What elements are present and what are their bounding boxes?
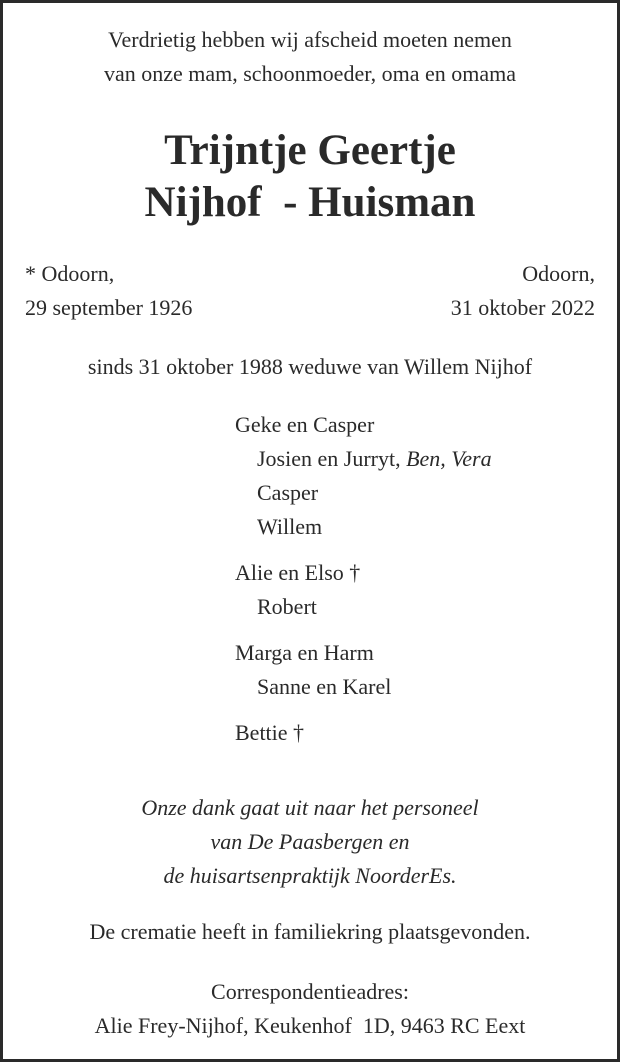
deceased-name (3, 125, 617, 229)
family-child (235, 590, 492, 624)
family-child-name: Willem (257, 514, 323, 539)
thanks-text (3, 791, 617, 893)
cremation-note: De crematie heeft in familiekring plaatsgevonden. (89, 919, 531, 944)
intro-text (3, 23, 617, 91)
family-child (235, 442, 492, 476)
family-group (235, 636, 492, 704)
family-child-name: Robert (257, 594, 317, 619)
death-info (451, 257, 595, 325)
family-child (235, 476, 492, 510)
family-parents: Bettie † (235, 720, 305, 745)
family-parents: Geke en Casper (235, 412, 375, 437)
family-parents: Marga en Harm (235, 640, 374, 665)
thanks-line: van De Paasbergen en (210, 829, 410, 854)
thanks-line: de huisartsenpraktijk NoorderEs. (163, 863, 457, 888)
family-group (235, 716, 492, 750)
family-child-name: Casper (257, 480, 319, 505)
thanks-line: Onze dank gaat uit naar het personeel (141, 795, 479, 820)
death-date: 31 oktober 2022 (450, 295, 595, 320)
intro-line: Verdrietig hebben wij afscheid moeten nemen (108, 27, 512, 52)
family-child (235, 510, 492, 544)
family-child (235, 670, 492, 704)
birth-info (25, 257, 192, 325)
family-child-name: Josien en Jurryt, (257, 446, 407, 471)
family-grandchildren: Ben, Vera (406, 446, 492, 471)
birth-place: * Odoorn, (25, 261, 115, 286)
family-group (235, 408, 492, 544)
deceased-first-names: Trijntje Geertje (164, 127, 456, 174)
family-parents: Alie en Elso † (235, 560, 361, 585)
birth-date: 29 september 1926 (25, 295, 193, 320)
family-list (235, 408, 492, 762)
death-place: Odoorn, (522, 261, 595, 286)
intro-line: van onze mam, schoonmoeder, oma en omama (103, 61, 517, 86)
correspondence-block (3, 975, 617, 1043)
correspondence-address: Alie Frey-Nijhof, Keukenhof 1D, 9463 RC Eext (94, 1013, 526, 1038)
family-group (235, 556, 492, 624)
deceased-surname: Nijhof - Huisman (144, 179, 476, 226)
correspondence-label: Correspondentieadres: (211, 979, 409, 1004)
widow-line: sinds 31 oktober 1988 weduwe van Willem Nijhof (87, 354, 533, 379)
family-child-name: Sanne en Karel (257, 674, 392, 699)
